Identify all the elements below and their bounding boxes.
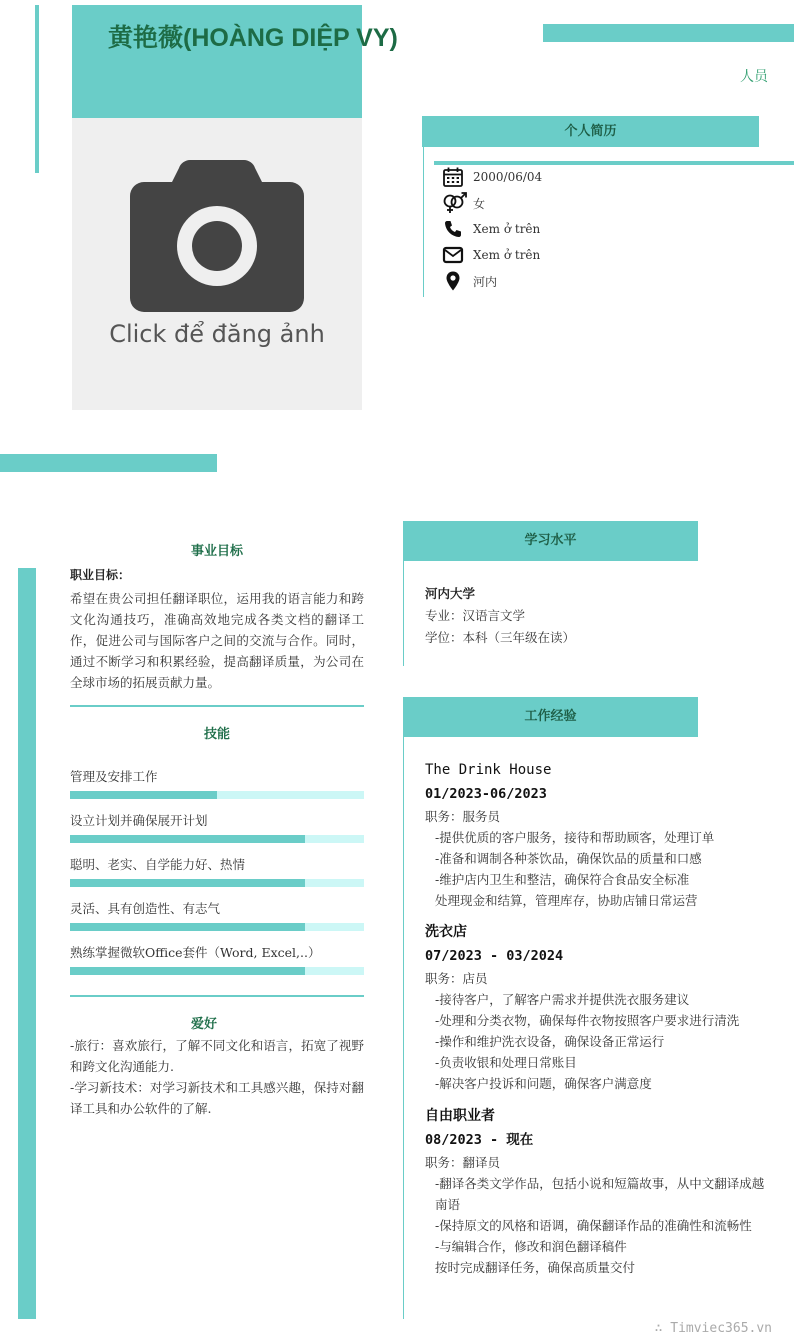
education-school: 河内大学 [425,586,476,601]
skill-label: 设立计划并确保展开计划 [70,813,208,828]
job-duty: -解决客户投诉和问题，确保客户满意度 [435,1076,652,1091]
skill-bar-fill [70,791,217,799]
objective-divider [70,705,364,707]
photo-upload-text: Click để đăng ảnh [109,320,325,348]
gender-icon [442,192,468,214]
phone-value: Xem ở trên [473,222,541,236]
email-icon [442,244,464,266]
candidate-role: 人员 [740,69,768,85]
job-duty: -维护店内卫生和整洁，确保符合食品安全标准 [435,872,690,887]
objective-text: 希望在贵公司担任翻译职位，运用我的语言能力和跨文化沟通技巧，准确高效地完成各类文档的翻译工作，促进公司与国际客户之间的交流与合作。同时，通过不断学习和积累经验，提高翻译质量，为公司在全球市场的拓展贡献力量。 [70,591,364,690]
decor-bar-left-long [18,568,36,1319]
job-date: 01/2023-06/2023 [425,786,547,802]
camera-icon [130,160,304,312]
job-duty: -保持原文的风格和语调，确保翻译作品的准确性和流畅性 [435,1218,752,1233]
education-title: 学习水平 [403,521,698,561]
objective-title: 事业目标 [190,544,243,559]
skill-label: 聪明、老实、自学能力好、热情 [70,857,246,872]
info-row-phone [442,218,540,240]
job-duty: -翻译各类文学作品，包括小说和短篇故事，从中文翻译成越南语 [435,1176,765,1212]
skill-bar-fill [70,835,305,843]
job-duty: -负责收银和处理日常账目 [435,1055,577,1070]
job-company: 自由职业者 [425,1108,495,1124]
skill-bar [70,835,364,843]
job-entry [425,920,770,1094]
job-duty: -操作和维护洗衣设备，确保设备正常运行 [435,1034,665,1049]
job-position: 职务：翻译员 [425,1155,501,1170]
skills-divider [70,995,364,997]
skill-bar [70,879,364,887]
candidate-name: 黄艳薇(HOÀNG DIỆP VY) [108,24,398,52]
phone-icon [442,218,464,240]
personal-info-title: 个人简历 [422,116,759,147]
job-duty: -接待客户，了解客户需求并提供洗衣服务建议 [435,992,690,1007]
info-row-birthday [442,166,542,188]
decor-bar-mid-left [0,454,217,472]
job-company: The Drink House [425,762,552,778]
experience-title: 工作经验 [403,697,698,737]
hobby-line: -旅行：喜欢旅行，了解不同文化和语言，拓宽了视野和跨文化沟通能力. [70,1038,364,1074]
experience-vline [403,737,404,1319]
skill-bar-fill [70,923,305,931]
education-degree: 学位：本科（三年级在读） [425,630,576,645]
personal-info-divider [434,161,794,165]
footer-brand[interactable] [655,1321,772,1336]
hobbies-text [70,1035,364,1119]
gender-value: 女 [473,196,486,211]
skill-label: 灵活、具有创造性、有志气 [70,901,221,916]
birthday-value: 2000/06/04 [473,170,543,184]
job-entry [425,758,770,911]
email-value: Xem ở trên [473,248,541,262]
location-icon [442,270,464,292]
brand-logo-icon: ∴ [654,1321,671,1336]
hobby-line: -学习新技术：对学习新技术和工具感兴趣，保持对翻译工具和办公软件的了解. [70,1080,364,1116]
skill-bar [70,967,364,975]
job-duty: -提供优质的客户服务，接待和帮助顾客，处理订单 [435,830,715,845]
objective-label: 职业目标： [70,568,131,582]
job-duty: 处理现金和结算，管理库存，协助店铺日常运营 [435,893,698,908]
education-major: 专业：汉语言文学 [425,608,526,623]
info-row-email [442,244,540,266]
skill-bar-fill [70,879,305,887]
job-position: 职务：店员 [425,971,488,986]
skill-label: 熟练掌握微软Office套件（Word, Excel,..） [70,945,321,960]
calendar-icon [442,166,464,188]
job-date: 08/2023 - 现在 [425,1132,534,1148]
job-duty: -处理和分类衣物，确保每件衣物按照客户要求进行清洗 [435,1013,740,1028]
info-row-gender [442,192,485,214]
education-vline [403,561,404,666]
job-duty: -与编辑合作，修改和润色翻译稿件 [435,1239,627,1254]
photo-upload-area[interactable] [72,118,362,410]
job-duty: 按时完成翻译任务，确保高质量交付 [435,1260,636,1275]
decor-bar-top-right [543,24,794,42]
job-company: 洗衣店 [425,924,467,940]
job-entry [425,1104,770,1278]
personal-info-vline [423,147,424,297]
skill-bar-fill [70,967,305,975]
skill-bar [70,923,364,931]
job-date: 07/2023 - 03/2024 [425,948,564,964]
skill-label: 管理及安排工作 [70,769,158,784]
footer-brand-text: Timviec365.vn [670,1321,772,1336]
skill-bar [70,791,364,799]
info-row-location [442,270,497,292]
skills-title: 技能 [203,727,230,742]
job-duty: -准备和调制各种茶饮品，确保饮品的质量和口感 [435,851,702,866]
job-position: 职务：服务员 [425,809,501,824]
decor-bar-left-top [35,5,39,173]
hobbies-title: 爱好 [190,1017,217,1032]
location-value: 河内 [473,274,498,289]
